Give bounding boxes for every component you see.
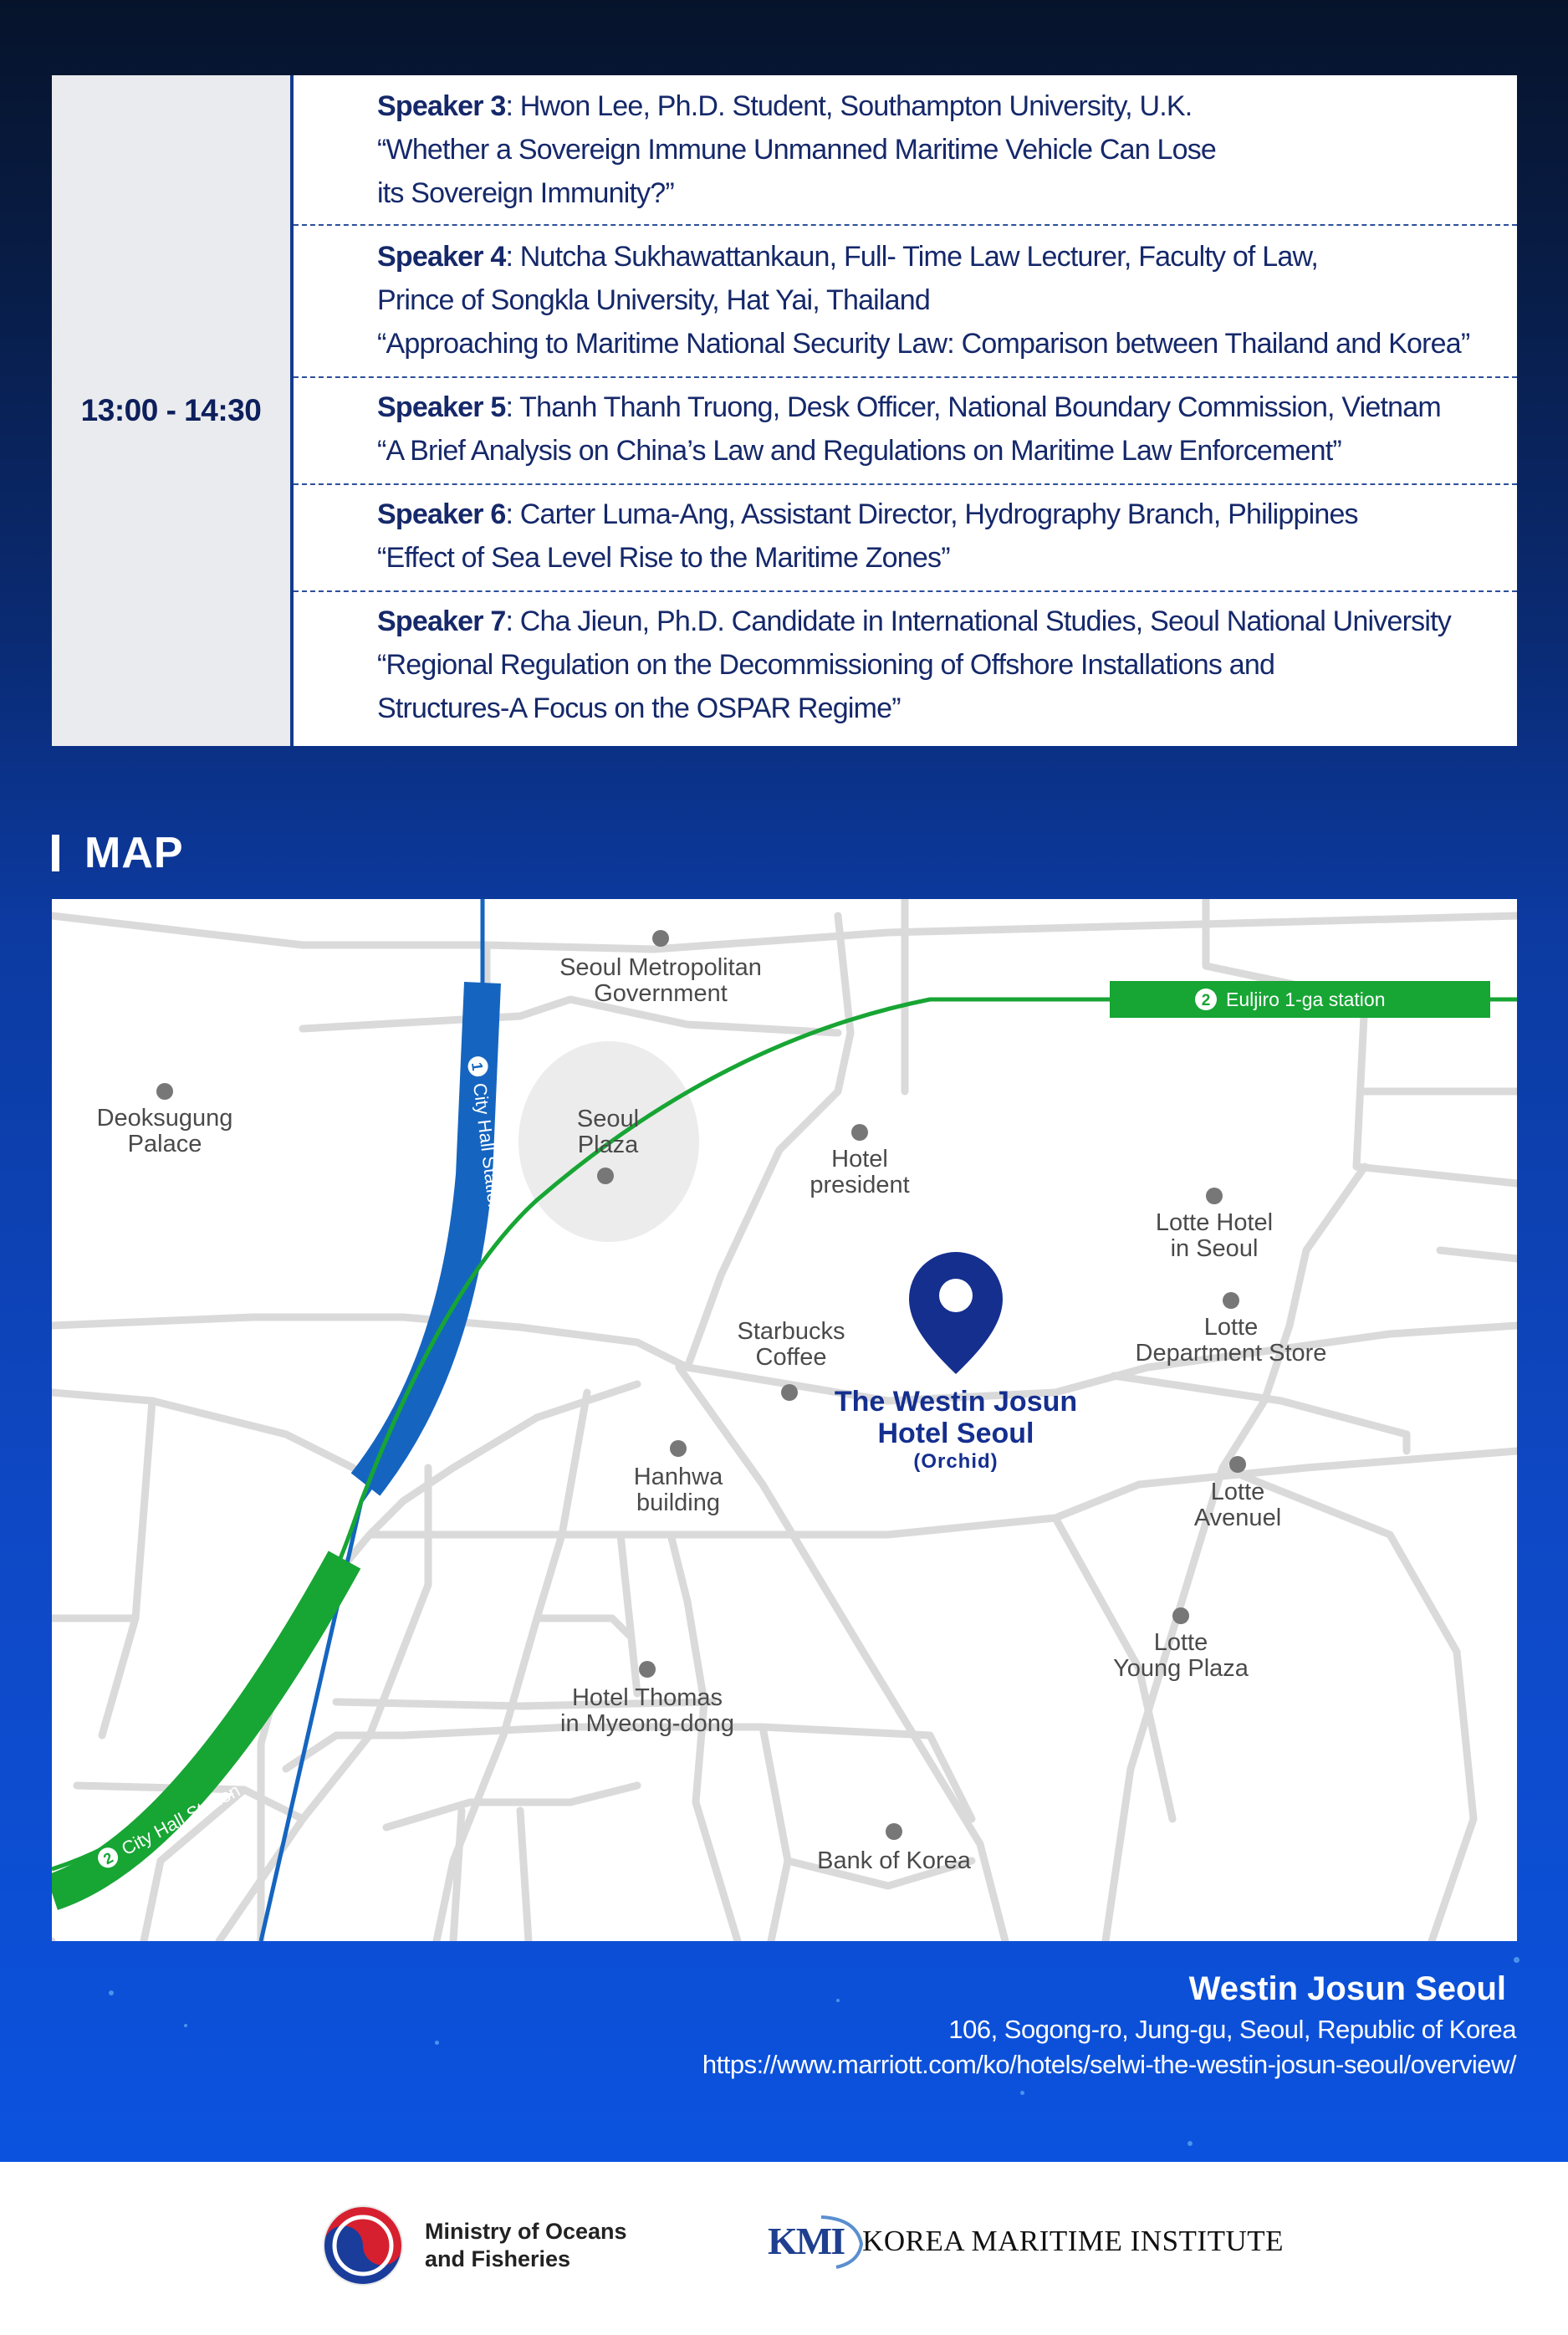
line1-track (261, 899, 483, 1941)
place-hotel-thomas: Hotel Thomas in Myeong-dong (560, 1684, 734, 1737)
address-street: 106, Sogong-ro, Jung-gu, Seoul, Republic of Korea (948, 2015, 1516, 2044)
place-hanhwa: Hanhwa building (633, 1464, 723, 1516)
time-cell (52, 75, 290, 746)
place-seoul-plaza: Seoul Plaza (576, 1106, 640, 1158)
sparkle (1020, 2091, 1024, 2095)
sparkle (1514, 1957, 1519, 1963)
kmi-swoosh-icon (763, 2210, 868, 2269)
speaker-row (294, 378, 1517, 485)
speaker-info: : Cha Jieun, Ph.D. Candidate in International Studies, Seoul National University (505, 605, 1451, 637)
place-starbucks: Starbucks Coffee (737, 1318, 845, 1371)
ministry-name-2: and Fisheries (425, 2246, 571, 2271)
roads (52, 899, 1517, 1941)
talk-title: “A Brief Analysis on China’s Law and Regulations on Maritime Law Enforcement” (377, 435, 1341, 467)
place-seoul-metropolitan: Seoul Metropolitan Government (559, 954, 762, 1007)
speaker-info: : Carter Luma-Ang, Assistant Director, Hydrography Branch, Philippines (505, 498, 1358, 530)
location-map[interactable] (52, 899, 1517, 1941)
talk-title: “Effect of Sea Level Rise to the Maritime Zones” (377, 542, 950, 574)
talk-title: “Approaching to Maritime National Security Law: Comparison between Thailand and Korea” (377, 328, 1470, 360)
sparkle (109, 1990, 114, 1995)
speaker-label: Speaker 3 (377, 90, 506, 122)
speaker-row (294, 226, 1517, 378)
kmi-name: KOREA MARITIME INSTITUTE (862, 2224, 1285, 2257)
talk-title: “Whether a Sovereign Immune Unmanned Maritime Vehicle Can Lose (377, 134, 1217, 166)
speaker-rows (294, 75, 1517, 746)
speaker-label: Speaker 5 (377, 391, 506, 423)
map-heading (52, 828, 184, 878)
place-lotte-hotel: Lotte Hotel in Seoul (1155, 1209, 1274, 1262)
place-lotte-young-plaza: Lotte Young Plaza (1113, 1629, 1249, 1682)
heading-bar (52, 835, 59, 871)
speaker-info: : Thanh Thanh Truong, Desk Officer, National Boundary Commission, Vietnam (505, 391, 1441, 423)
euljiro-number: 2 (1201, 992, 1211, 1009)
speaker-info: : Nutcha Sukhawattankaun, Full- Time Law Lecturer, Faculty of Law, (505, 241, 1318, 273)
address-url-link[interactable]: https://www.marriott.com/ko/hotels/selwi-the-westin-josun-seoul/overview/ (702, 2050, 1516, 2079)
speaker-row (294, 485, 1517, 592)
sparkle (184, 2024, 187, 2027)
place-deoksugung: Deoksugung Palace (96, 1105, 233, 1157)
speaker-label: Speaker 7 (377, 605, 506, 637)
sparkle (435, 2041, 439, 2045)
speaker-row (294, 75, 1517, 226)
venue-label (835, 1386, 1077, 1474)
kmi-mark: KMI (768, 2219, 844, 2263)
venue-pin-icon (909, 1252, 1003, 1374)
ministry-logo (321, 2204, 627, 2287)
speaker-info: Prince of Songkla University, Hat Yai, Thailand (377, 284, 931, 316)
session-time: 13:00 - 14:30 (80, 393, 262, 427)
taegeuk-icon (321, 2204, 405, 2287)
map-graphic (52, 899, 1517, 1941)
city-hall-line2-name: City Hall Station (118, 1779, 244, 1860)
speaker-row (294, 592, 1517, 746)
speaker-label: Speaker 4 (377, 241, 506, 273)
venue-room: (Orchid) (913, 1450, 999, 1473)
sparkle (1187, 2141, 1193, 2146)
footer (0, 2162, 1568, 2335)
ministry-name-1: Ministry of Oceans (425, 2219, 627, 2244)
line2-number: 2 (100, 1848, 116, 1868)
speaker-info: : Hwon Lee, Ph.D. Student, Southampton University, U.K. (505, 90, 1193, 122)
talk-title: Structures-A Focus on the OSPAR Regime” (377, 692, 901, 724)
place-lotte-department: Lotte Department Store (1135, 1314, 1327, 1367)
schedule-table (52, 75, 1517, 746)
kmi-logo (768, 2219, 1284, 2263)
venue-name: The Westin Josun (834, 1386, 1078, 1418)
address-venue-name: Westin Josun Seoul (1188, 1970, 1506, 2007)
talk-title: “Regional Regulation on the Decommissioning of Offshore Installations and (377, 649, 1275, 681)
place-hotel-president: Hotel president (810, 1146, 910, 1198)
line1-station-name: City Hall Station (469, 1081, 506, 1214)
place-bank-of-korea: Bank of Korea (817, 1847, 971, 1874)
talk-title: its Sovereign Immunity?” (377, 177, 674, 209)
venue-address (702, 1965, 1516, 2082)
place-lotte-avenuel: Lotte Avenuel (1193, 1479, 1282, 1531)
line1-number: 1 (468, 1061, 487, 1072)
line2-station-band (52, 1560, 345, 1893)
venue-name-2: Hotel Seoul (877, 1418, 1034, 1449)
speaker-label: Speaker 6 (377, 498, 506, 530)
euljiro-station-name: Euljiro 1-ga station (1226, 989, 1386, 1010)
line1-station-band (365, 983, 483, 1484)
map-title: MAP (84, 829, 184, 877)
